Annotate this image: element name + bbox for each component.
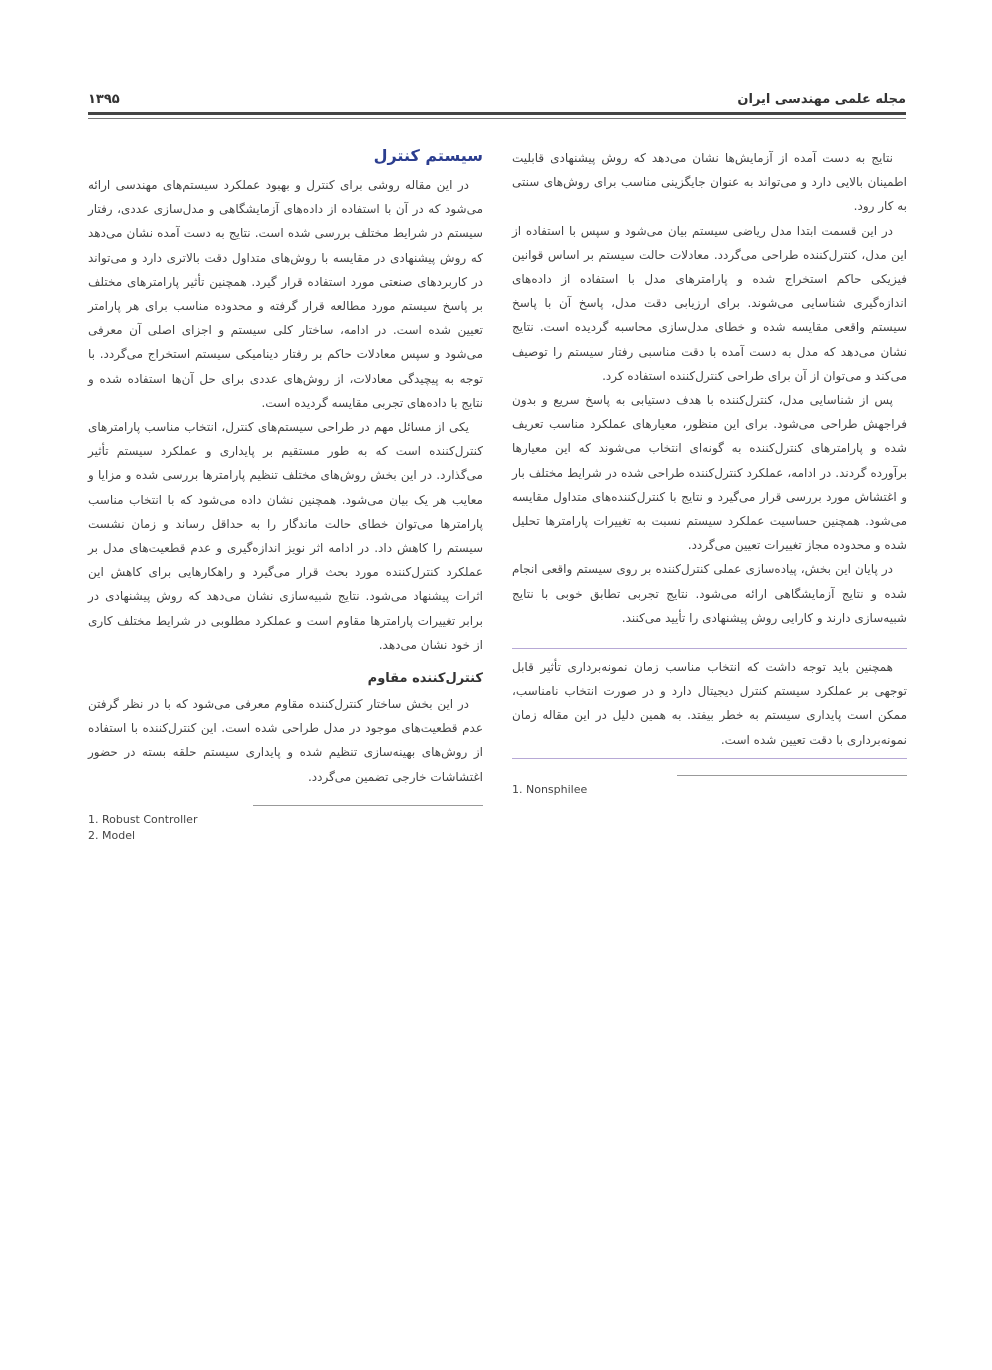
- sub-heading: کنترل‌کننده مقاوم: [367, 671, 483, 687]
- header-rule-thin: [88, 118, 906, 119]
- page-number: ۱۳۹۵: [88, 92, 120, 107]
- footnote: 2. Model: [88, 828, 136, 842]
- paragraph: در این بخش ساختار کنترل‌کننده مقاوم معرفی می‌شود که با در نظر گرفتن عدم قطعیت‌های موجود در مدل طراحی شده است. این کنترل‌کننده با استفاده از روش‌های بهینه‌سازی تنظیم شده و پایداری سیستم حلقه بسته در حضور اغتشاشات خارجی تضمین می‌گردد.: [88, 697, 483, 784]
- paragraph: یکی از مسائل مهم در طراحی سیستم‌های کنترل، انتخاب مناسب پارامترهای کنترل‌کننده است که به طور مستقیم بر پایداری و عملکرد سیستم تأثیر می‌گذارد. در این بخش روش‌های مختلف تنظیم پارامترها بررسی شده و مزایا و معایب هر یک بیان می‌شود. همچنین نشان داده می‌شود که با انتخاب مناسب پارامترها می‌توان خطای حالت ماندگار را به حداقل رساند و زمان نشست سیستم را کاهش داد. در ادامه اثر نویز اندازه‌گیری و عدم قطعیت‌های مدل بر عملکرد کنترل‌کننده مورد بحث قرار می‌گیرد و راهکارهایی برای کاهش این اثرات پیشنهاد می‌شود. نتایج شبیه‌سازی نشان می‌دهد که روش پیشنهادی در برابر تغییرات پارامترها مقاوم است و عملکرد مطلوبی در شرایط مختلف کاری از خود نشان می‌دهد.: [88, 420, 483, 652]
- left-column: [512, 146, 907, 798]
- footnote-rule: [677, 775, 907, 776]
- footnote-rule: [253, 805, 483, 806]
- section-heading: سیستم کنترل: [373, 146, 483, 165]
- paragraph: در این قسمت ابتدا مدل ریاضی سیستم بیان می‌شود و سپس با استفاده از این مدل، کنترل‌کننده طراحی می‌گردد. معادلات حالت سیستم بر اساس قوانین فیزیکی حاکم استخراج شده و پارامترهای مدل با استفاده از داده‌های اندازه‌گیری شناسایی می‌شوند. برای ارزیابی دقت مدل، پاسخ آن با پاسخ سیستم واقعی مقایسه شده و خطای مدل‌سازی محاسبه گردیده است. نتایج نشان می‌دهد که مدل به دست آمده با دقت مناسبی رفتار سیستم را توصیف می‌کند و می‌توان از آن برای طراحی کنترل‌کننده استفاده کرد.: [512, 223, 907, 383]
- footnote: 1. Nonsphilee: [512, 782, 588, 796]
- paragraph: در پایان این بخش، پیاده‌سازی عملی کنترل‌کننده بر روی سیستم واقعی انجام شده و نتایج آزمایشگاهی ارائه می‌شود. نتایج تجربی تطابق خوبی با نتایج شبیه‌سازی دارند و کارایی روش پیشنهادی را تأیید می‌کنند.: [512, 562, 907, 625]
- header-rule: [88, 112, 906, 115]
- paragraph: پس از شناسایی مدل، کنترل‌کننده با هدف دستیابی به پاسخ سریع و بدون فراجهش طراحی می‌شود. برای این منظور، معیارهای عملکرد مناسب تعریف شده و پارامترهای کنترل‌کننده به گونه‌ای انتخاب می‌شوند که این معیارها برآورده گردند. در ادامه، عملکرد کنترل‌کننده طراحی شده در شرایط مختلف بار و اغتشاش مورد بررسی قرار می‌گیرد و نتایج با کنترل‌کننده‌های متداول مقایسه می‌شود. همچنین حساسیت عملکرد سیستم نسبت به تغییرات پارامترها تحلیل شده و محدوده مجاز تغییرات تعیین می‌گردد.: [512, 393, 907, 553]
- box-paragraph: همچنین باید توجه داشت که انتخاب مناسب زمان نمونه‌برداری تأثیر قابل توجهی بر عملکرد سیستم کنترل دیجیتال دارد و در صورت انتخاب نامناسب، ممکن است پایداری سیستم به خطر بیفتد. به همین دلیل در این مقاله زمان نمونه‌برداری با دقت تعیین شده است.: [512, 660, 907, 747]
- highlight-box: [512, 648, 907, 759]
- journal-title: مجله علمی مهندسی ایران: [737, 92, 906, 107]
- footnote: 1. Robust Controller: [88, 812, 198, 826]
- paragraph: نتایج به دست آمده از آزمایش‌ها نشان می‌دهد که روش پیشنهادی قابلیت اطمینان بالایی دارد و می‌تواند به عنوان جایگزینی مناسب برای روش‌های سنتی به کار رود.: [512, 151, 907, 214]
- right-column: [88, 146, 483, 844]
- page-header: [88, 90, 906, 124]
- paragraph: در این مقاله روشی برای کنترل و بهبود عملکرد سیستم‌های مهندسی ارائه می‌شود که در آن با استفاده از داده‌های آزمایشگاهی و مدل‌سازی عددی، رفتار سیستم در شرایط مختلف بررسی شده است. نتایج به دست آمده نشان می‌دهد که روش پیشنهادی در مقایسه با روش‌های متداول دقت بالاتری دارد و می‌تواند در کاربردهای صنعتی مورد استفاده قرار گیرد. همچنین تأثیر پارامترهای مختلف بر پاسخ سیستم مورد مطالعه قرار گرفته و محدوده مناسب برای هر پارامتر تعیین شده است. در ادامه، ساختار کلی سیستم و اجزای اصلی آن معرفی می‌شود و سپس معادلات حاکم بر رفتار دینامیکی سیستم استخراج می‌گردد. با توجه به پیچیدگی معادلات، از روش‌های عددی برای حل آن‌ها استفاده شده و نتایج با داده‌های تجربی مقایسه گردیده است.: [88, 178, 483, 410]
